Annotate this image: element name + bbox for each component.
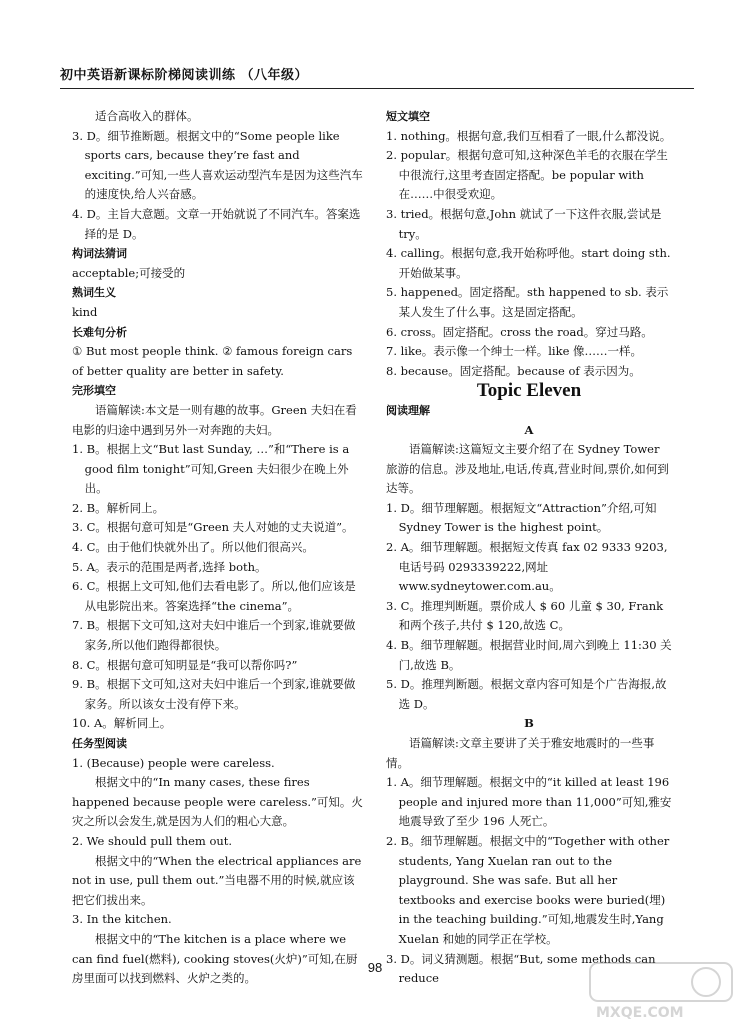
paragraph: 语篇解读:本文是一则有趣的故事。Green 夫妇在看电影的归途中遇到另外一对奔跑的夫妇。: [72, 402, 357, 437]
answer-item: 4. C。由于他们快就外出了。所以他们很高兴。: [72, 540, 314, 555]
answer-item: 5. A。表示的范围是两者,选择 both。: [72, 559, 267, 574]
section-heading: 熟词生义: [72, 286, 116, 300]
right-column: [386, 107, 672, 989]
answer-item: 2. B。解析同上。: [72, 500, 165, 515]
topic-title: Topic Eleven: [476, 380, 582, 402]
passage-label: A: [524, 422, 534, 437]
header-rule: [60, 88, 694, 89]
answer-item: 8. C。根据句意可知明显是“我可以帮你吗?”: [72, 657, 298, 672]
answer-item: 6. cross。固定搭配。cross the road。穿过马路。: [386, 324, 653, 339]
answer-item: 1. D。细节理解题。根据短文“Attraction”介绍,可知 Sydney Tower is the highest point。: [386, 500, 657, 535]
paragraph: acceptable;可接受的: [72, 265, 186, 280]
answer-item: 9. B。根据下文可知,这对夫妇中谁后一个到家,谁就要做家务。所以该女士没有停下来。: [72, 677, 356, 711]
answer-item: 6. C。根据上文可知,他们去看电影了。所以,他们应该是从电影院出来。答案选择“the cinema”。: [72, 579, 356, 613]
paragraph: 语篇解读:这篇短文主要介绍了在 Sydney Tower 旅游的信息。涉及地址,电话,传真,营业时间,票价,如何到达等。: [386, 442, 669, 496]
answer-item: 7. B。根据下文可知,这对夫妇中谁后一个到家,谁就要做家务,所以他们跑得都很快。: [72, 618, 356, 653]
answer-item: 4. B。细节理解题。根据营业时间,周六到晚上 11:30 关门,故选 B。: [386, 638, 672, 672]
paragraph: 根据文中的“When the electrical appliances are not in use, pull them out.”当电器不用的时候,就应该把它们拔出来。: [72, 853, 362, 907]
svg-text:MXQE.COM: MXQE.COM: [596, 1005, 684, 1021]
answer-item: 1. nothing。根据句意,我们互相看了一眼,什么都没说。: [386, 128, 672, 143]
section-heading: 短文填空: [386, 110, 430, 123]
page-number: 98: [367, 960, 383, 975]
section-heading: 构词法猜词: [72, 247, 127, 261]
answer-item: 4. D。主旨大意题。文章一开始就说了不同汽车。答案选择的是 D。: [72, 206, 361, 241]
answer-item: 3. In the kitchen.: [72, 912, 172, 927]
answer-item: 7. like。表示像一个绅士一样。like 像……一样。: [386, 344, 643, 359]
answer-item: 4. calling。根据句意,我开始称呼他。start doing sth. 开始做某事。: [386, 246, 671, 280]
answer-item: 2. B。细节理解题。根据文中的“Together with other students, Yang Xuelan ran out to the playground. She was safe. But all her textbooks and exercise books were buried(埋) in the teaching building.”可知,地震发生时,Yang Xuelan 和她的同学正在学校。: [386, 833, 670, 946]
answer-item: 8. because。固定搭配。because of 表示因为。: [386, 363, 641, 378]
running-header: 初中英语新课标阶梯阅读训练 （八年级）: [60, 68, 309, 83]
left-column: [72, 107, 364, 989]
section-heading: 任务型阅读: [72, 737, 127, 750]
section-heading: 完形填空: [72, 384, 116, 398]
paragraph: 适合高收入的群体。: [95, 109, 199, 123]
answer-item: 1. B。根据上文“But last Sunday, …”和“There is a good film tonight”可知,Green 夫妇很少在晚上外出。: [72, 442, 350, 496]
answer-item: 5. D。推理判断题。根据文章内容可知是个广告海报,故选 D。: [386, 677, 667, 711]
paragraph: ① But most people think. ② famous foreign cars of better quality are better in safety.: [72, 344, 353, 378]
answer-item: 3. D。细节推断题。根据文中的“Some people like sports cars, because they’re fast and exciting.”可知,一些人喜欢运动型汽车是因为这些汽车的速度快,给人兴奋感。: [72, 128, 363, 202]
answer-item: 2. A。细节理解题。根据短文传真 fax 02 9333 9203,电话号码 0293339222,网址 www.sydneytower.com.au。: [386, 540, 668, 594]
paragraph: 根据文中的“In many cases, these fires happened because people were careless.”可知。火灾之所以会发生,就是因为人们的粗心大意。: [72, 775, 363, 829]
section-heading: 阅读理解: [386, 403, 430, 417]
answer-item: 3. tried。根据句意,John 就试了一下这件衣服,尝试是 try。: [386, 206, 662, 241]
answer-item: 3. C。根据句意可知是“Green 夫人对她的丈夫说道”。: [72, 520, 354, 535]
answer-item: 1. A。细节理解题。根据文中的“it killed at least 196 people and injured more than 11,000”可知,雅安地震导致了至少 196 人死亡。: [386, 775, 672, 829]
paragraph: 根据文中的“The kitchen is a place where we can find fuel(燃料), cooking stoves(火炉)”可知,在厨房里面可以找到燃料、火炉之类的。: [72, 931, 358, 986]
answer-item: 3. C。推理判断题。票价成人 $ 60 儿童 $ 30, Frank 和两个孩子,共付 $ 120,故选 C。: [386, 598, 664, 633]
answer-item: 10. A。解析同上。: [72, 716, 172, 731]
paragraph: kind: [72, 304, 98, 319]
answer-item: 3. D。词义猜测题。根据“But, some methods can reduce: [386, 951, 656, 986]
section-heading: 长难句分析: [72, 325, 127, 339]
watermark-logo: [586, 959, 736, 1023]
answer-item: 1. (Because) people were careless.: [72, 755, 275, 770]
passage-label: B: [524, 716, 534, 731]
paragraph: 语篇解读:文章主要讲了关于雅安地震时的一些事情。: [386, 736, 655, 770]
answer-item: 2. We should pull them out.: [72, 833, 233, 848]
answer-item: 5. happened。固定搭配。sth happened to sb. 表示某人发生了什么事。这是固定搭配。: [386, 285, 669, 319]
answer-item: 2. popular。根据句意可知,这种深色羊毛的衣服在学生中很流行,这里考查固定搭配。be popular with 在……中很受欢迎。: [386, 148, 668, 202]
